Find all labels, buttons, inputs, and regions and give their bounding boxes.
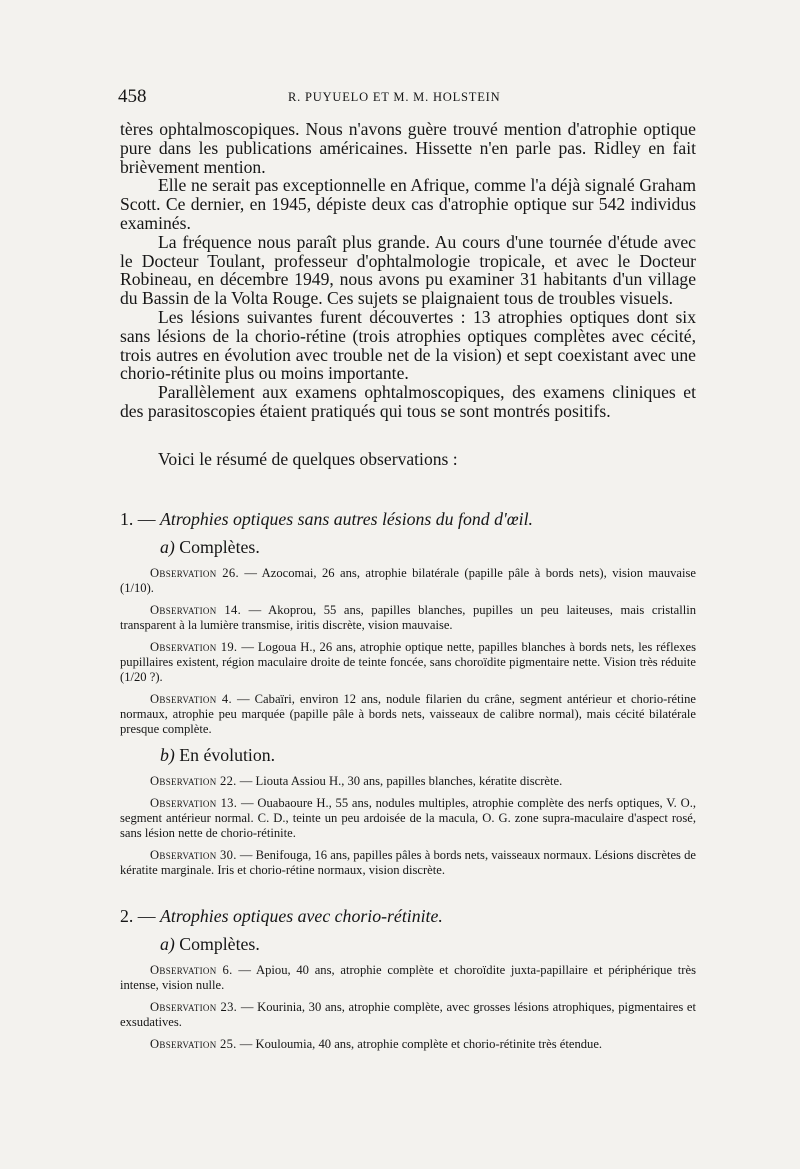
observation-text: — Apiou, 40 ans, atrophie complète et choroïdite juxta-papillaire et périphérique très intense, vision nulle.	[120, 962, 696, 992]
observation-label: Observation 23.	[150, 999, 238, 1014]
section-2-title	[120, 906, 696, 926]
subheading-letter: a)	[160, 933, 175, 954]
subheading-completes	[160, 537, 696, 557]
observations-intro: Voici le résumé de quelques observations :	[158, 448, 458, 469]
observation-entry	[120, 1000, 696, 1030]
subheading-en-evolution	[160, 745, 696, 765]
observation-entry	[120, 963, 696, 993]
section-title-text: Atrophies optiques sans autres lésions du fond d'œil.	[160, 508, 533, 529]
page-number: 458	[118, 86, 147, 107]
observation-text: — Kourinia, 30 ans, atrophie complète, avec grosses lésions atrophiques, pigmentaires et exsudatives.	[120, 999, 697, 1029]
observation-text: — Akoprou, 55 ans, papilles blanches, pupilles un peu laiteuses, mais cristallin transparent à la lumière transmise, iritis discrète, vision mauvaise.	[120, 602, 696, 632]
observation-entry	[120, 848, 696, 878]
observation-entry	[120, 1037, 696, 1052]
observation-text: — Kouloumia, 40 ans, atrophie complète et chorio-rétinite très étendue.	[239, 1036, 603, 1051]
observation-label: Observation 25.	[150, 1036, 237, 1051]
subheading-label: Complètes.	[179, 536, 260, 557]
observation-label: Observation 30.	[150, 847, 237, 862]
subheading-letter: a)	[160, 536, 175, 557]
observation-entry	[120, 640, 696, 685]
observation-entry	[120, 692, 696, 737]
subheading-label: Complètes.	[179, 933, 260, 954]
paragraph: Elle ne serait pas exceptionnelle en Afrique, comme l'a déjà signalé Graham Scott. Ce dernier, en 1945, dépiste deux cas d'atrophie optique sur 542 individus examinés.	[120, 175, 696, 233]
paragraph: Les lésions suivantes furent découvertes : 13 atrophies optiques dont six sans lésions de la chorio-rétine (trois atrophies optiques complètes avec cécité, trois autres en évolution avec trouble net de la vision) et sept coexistant avec une chorio-rétinite plus ou moins importante.	[120, 306, 696, 384]
observation-label: Observation 13.	[150, 795, 238, 810]
section-1-title	[120, 509, 696, 529]
observation-text: — Benifouga, 16 ans, papilles pâles à bords nets, vaisseaux normaux. Lésions discrètes de kératite marginale. Iris et chorio-rétine normaux, vision discrète.	[120, 847, 697, 877]
running-head: R. PUYUELO ET M. M. HOLSTEIN	[288, 90, 501, 104]
section-title-text: Atrophies optiques avec chorio-rétinite.	[160, 905, 443, 926]
observation-entry	[120, 566, 696, 596]
section-number: 1. —	[120, 508, 156, 529]
observation-text: — Ouabaoure H., 55 ans, nodules multiples, atrophie complète des nerfs optiques, V. O., segment antérieur normal. C. D., teinte un peu ardoisée de la macula, O. G. zone supra-maculaire d'aspect rosé, sans lésion nette de chorio-rétinite.	[120, 795, 696, 840]
paragraph: tères ophtalmoscopiques. Nous n'avons guère trouvé mention d'atrophie optique pure dans les publications américaines. Hissette n'en parle pas. Ridley en fait brièvement mention.	[120, 119, 696, 177]
observation-text: — Azocomai, 26 ans, atrophie bilatérale (papille pâle à bords nets), vision mauvaise (1/10).	[120, 565, 696, 595]
page-body	[120, 120, 696, 1059]
observation-label: Observation 22.	[150, 773, 237, 788]
page-header	[118, 86, 696, 108]
observation-entry	[120, 796, 696, 841]
observation-text: — Liouta Assiou H., 30 ans, papilles blanches, kératite discrète.	[239, 773, 563, 788]
observation-text: — Logoua H., 26 ans, atrophie optique nette, papilles blanches à bords nets, les réflexes pupillaires existent, région maculaire droite de teinte foncée, sans choroïdite pigmentaire nette. Vision très réduite (1/20 ?).	[120, 639, 697, 684]
observation-label: Observation 6.	[150, 962, 233, 977]
observation-label: Observation 14.	[150, 602, 242, 617]
observation-label: Observation 26.	[150, 565, 239, 580]
observation-label: Observation 19.	[150, 639, 238, 654]
observation-text: — Cabaïri, environ 12 ans, nodule filarien du crâne, segment antérieur et chorio-rétine normaux, atrophie peu marquée (papille pâle à bords nets, vaisseaux de calibre normal), mais cécité bilatérale presque complète.	[120, 691, 696, 736]
subheading-letter: b)	[160, 744, 175, 765]
subheading-completes	[160, 934, 696, 954]
section-number: 2. —	[120, 905, 156, 926]
observation-entry	[120, 603, 696, 633]
subheading-label: En évolution.	[179, 744, 276, 765]
observation-entry	[120, 774, 696, 789]
observation-label: Observation 4.	[150, 691, 232, 706]
paragraph: La fréquence nous paraît plus grande. Au cours d'une tournée d'étude avec le Docteur Toulant, professeur d'ophtalmologie tropicale, et avec le Docteur Robineau, en décembre 1949, nous avons pu examiner 31 habitants d'un village du Bassin de la Volta Rouge. Ces sujets se plaignaient tous de troubles visuels.	[120, 231, 696, 309]
paragraph: Parallèlement aux examens ophtalmoscopiques, des examens cliniques et des parasitoscopies étaient pratiqués qui tous se sont montrés positifs.	[120, 382, 696, 421]
